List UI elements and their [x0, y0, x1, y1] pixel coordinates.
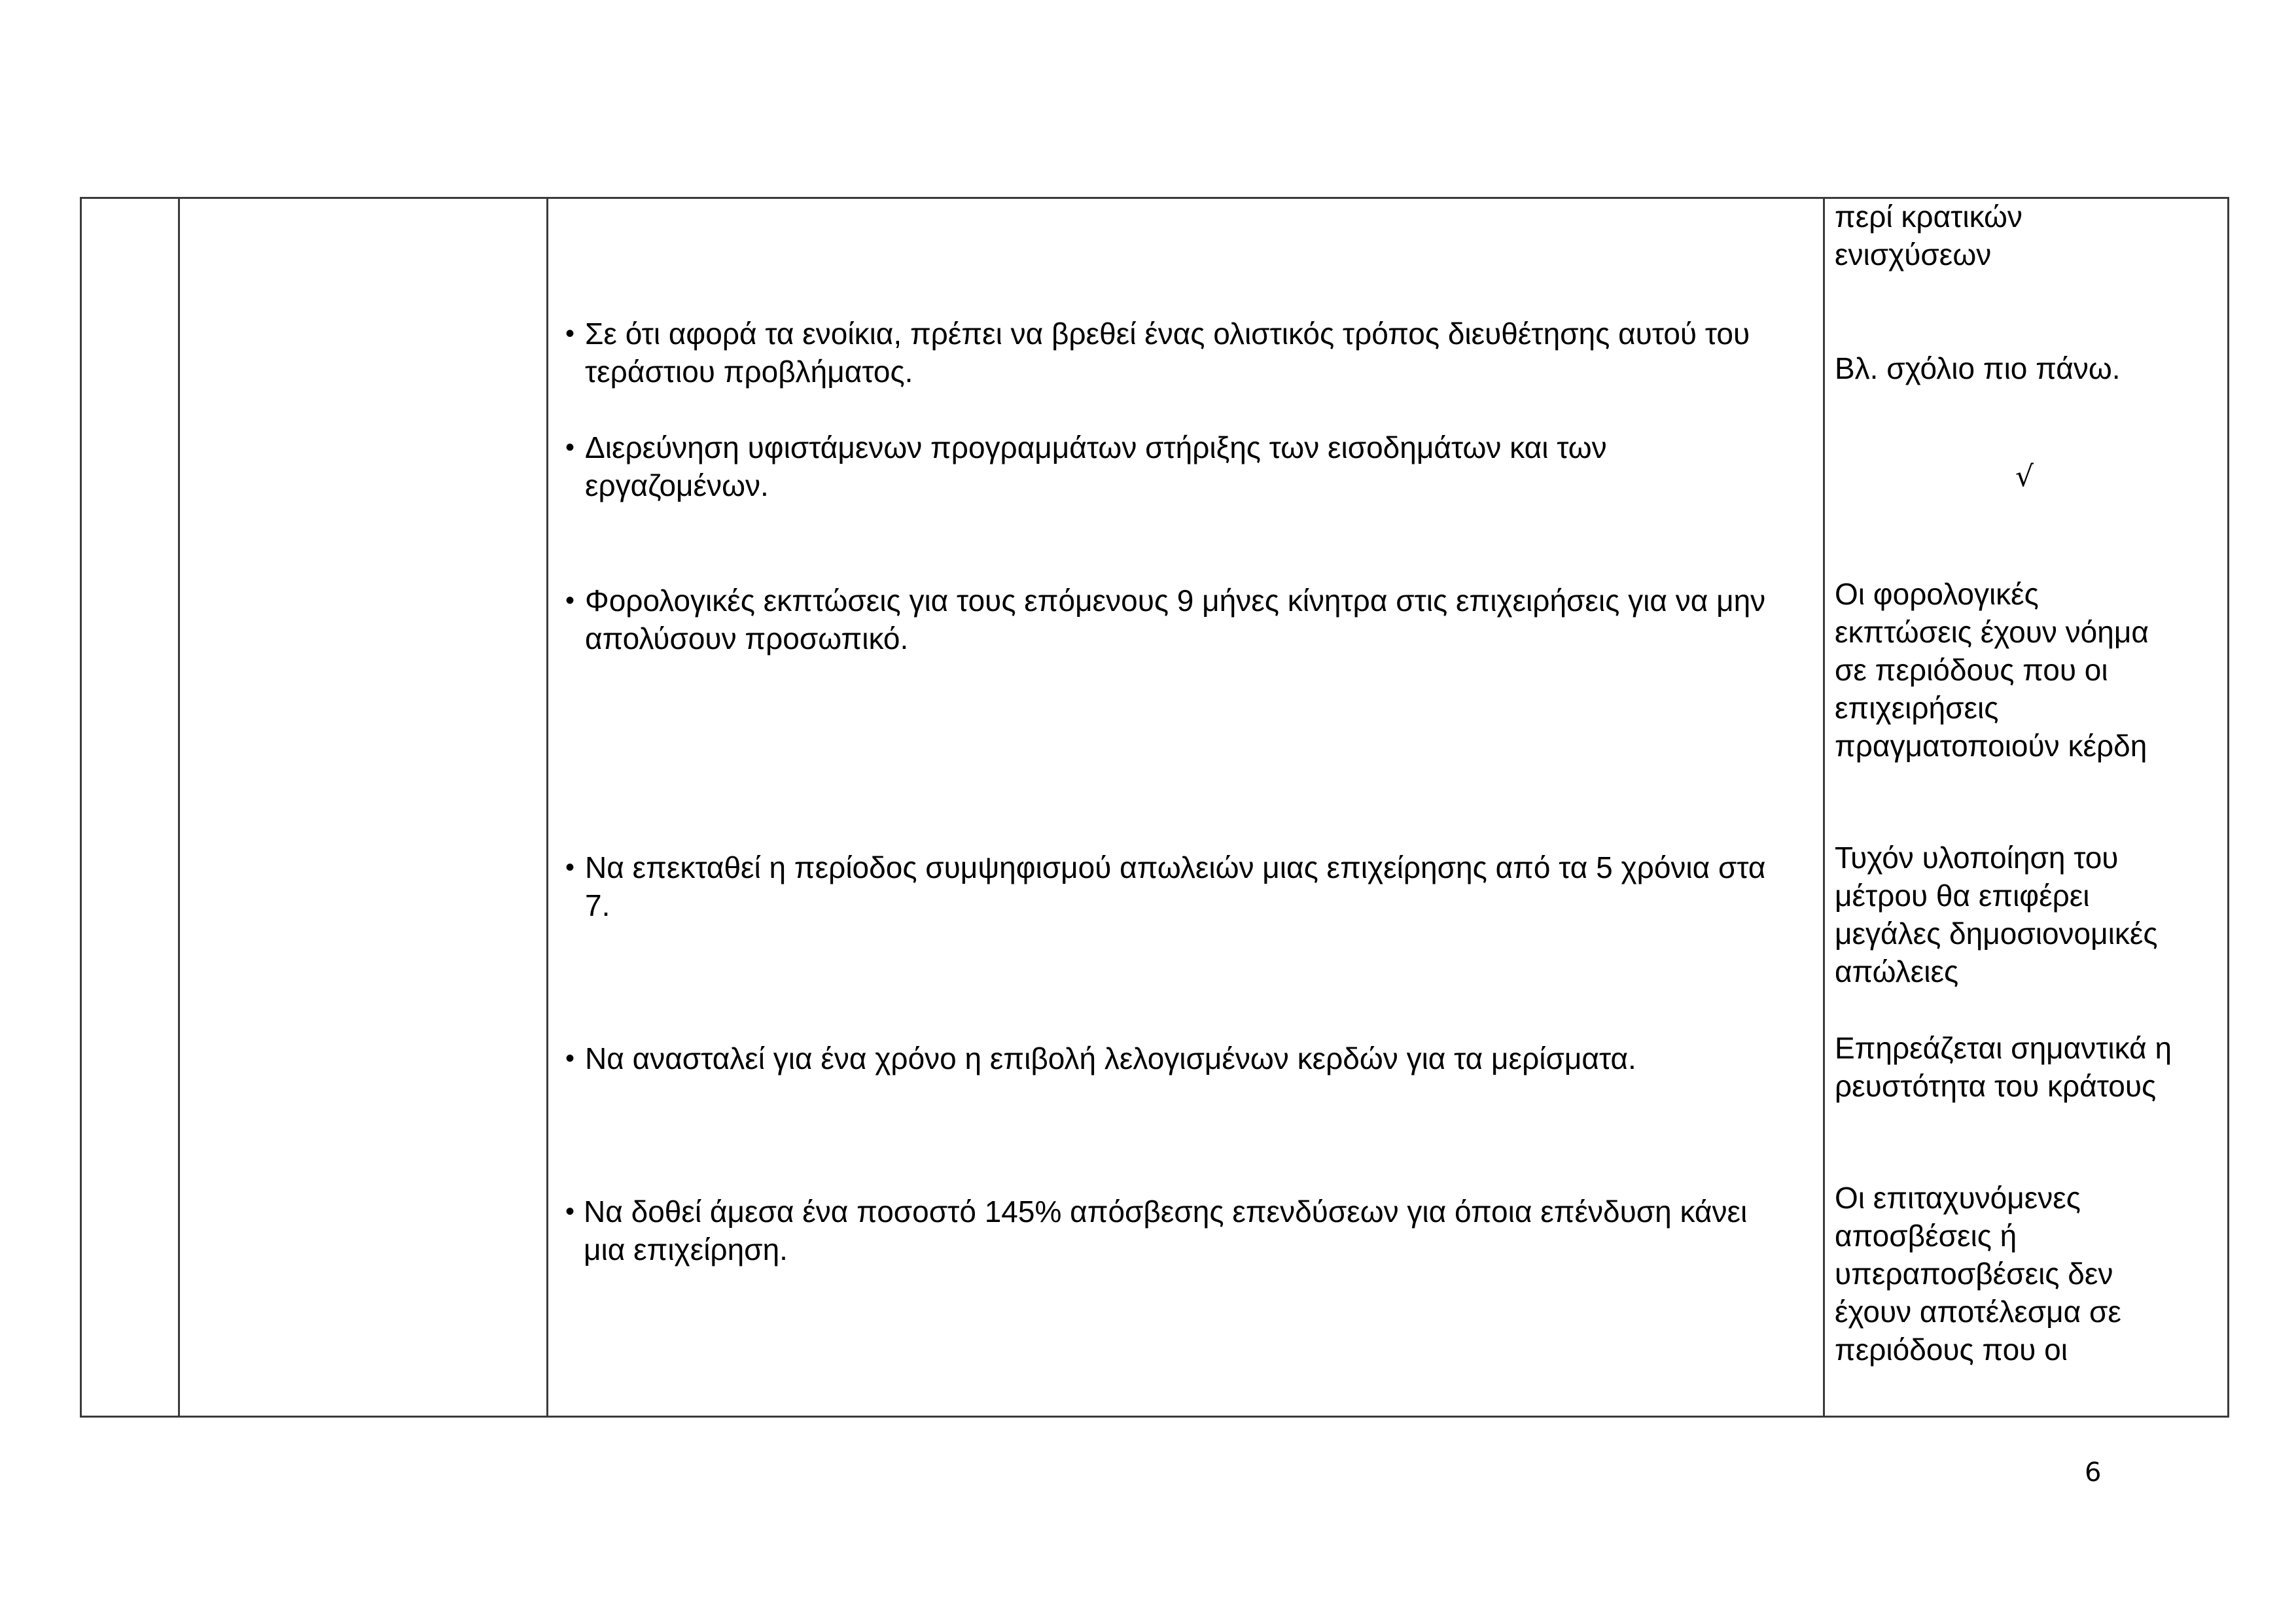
bullet-icon: • [565, 1044, 575, 1073]
proposal-text: Να ανασταλεί για ένα χρόνο η επιβολή λελογισμένων κερδών για τα μερίσματα. [585, 1041, 1636, 1075]
column-divider [546, 199, 548, 1416]
comment-state-aid: περί κρατικών ενισχύσεων [1835, 200, 2022, 271]
comment-loss-offset: Τυχόν υλοποίηση του μέτρου θα επιφέρει μεγάλες δημοσιονομικές απώλειες [1835, 841, 2158, 988]
comment-tax-deductions: Οι φορολογικές εκπτώσεις έχουν νόημα σε περιόδους που οι επιχειρήσεις πραγματοποιούν κέρδη [1835, 577, 2149, 763]
proposal-text: Διερεύνηση υφιστάμενων προγραμμάτων στήριξης των εισοδημάτων και των εργαζομένων. [585, 430, 1607, 502]
proposal-depreciation [565, 1193, 1795, 1268]
bullet-icon: • [565, 319, 575, 348]
proposal-text: Να επεκταθεί η περίοδος συμψηφισμού απωλειών μιας επιχείρησης από τα 5 χρόνια στα 7. [585, 850, 1766, 922]
comment-liquidity: Επηρεάζεται σημαντικά η ρευστότητα του κράτους [1835, 1031, 2172, 1103]
proposal-text: Σε ότι αφορά τα ενοίκια, πρέπει να βρεθεί ένας ολιστικός τρόπος διευθέτησης αυτού του τεράστιου προβλήματος. [585, 317, 1750, 389]
checkmark-approved: √ [2015, 460, 2034, 493]
proposal-income-support [565, 428, 1795, 504]
comment-see-above: Βλ. σχόλιο πιο πάνω. [1835, 351, 2121, 385]
bullet-icon: • [565, 586, 575, 615]
column-divider [178, 199, 180, 1416]
proposal-tax-deductions [565, 582, 1795, 657]
proposal-text: Να δοθεί άμεσα ένα ποσοστό 145% απόσβεσης επενδύσεων για όποια επένδυση κάνει μια επιχείρηση. [584, 1195, 1748, 1266]
column-divider [1823, 199, 1825, 1416]
comment-depreciation: Οι επιταχυνόμενες αποσβέσεις ή υπεραποσβέσεις δεν έχουν αποτέλεσμα σε περιόδους που οι [1835, 1181, 2121, 1367]
bullet-icon: • [565, 853, 575, 882]
page-number: 6 [2085, 1457, 2102, 1488]
proposal-text: Φορολογικές εκπτώσεις για τους επόμενους 9 μήνες κίνητρα στις επιχειρήσεις για να μην απολύσουν προσωπικό. [585, 584, 1766, 655]
bullet-icon: • [565, 433, 575, 462]
proposal-rents [565, 315, 1795, 391]
proposal-loss-offset [565, 848, 1795, 924]
proposal-dividends [565, 1039, 1795, 1077]
bullet-icon: • [565, 1197, 575, 1226]
